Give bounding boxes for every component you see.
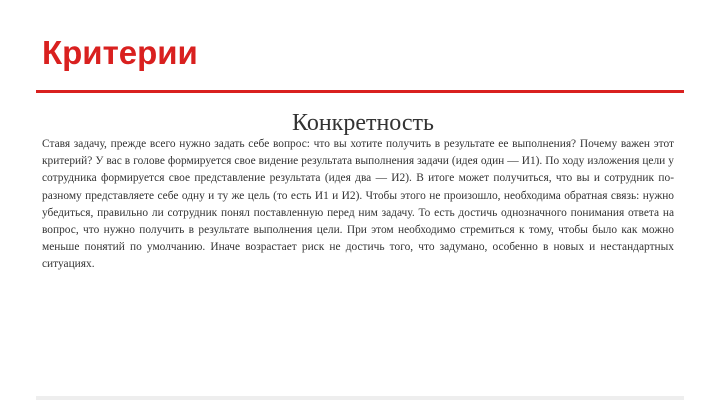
slide-title: Критерии xyxy=(42,34,198,71)
bottom-divider xyxy=(36,396,684,400)
title-underline xyxy=(36,90,684,93)
body-paragraph: Ставя задачу, прежде всего нужно задать себе вопрос: что вы хотите получить в результате ее выполнения? Почему важен этот критерий? У вас в голове формируется свое видение результата выполнения задачи (идея один — И1). По ходу изложения цели у сотрудника формируется свое представление результата (идея два — И2). В итоге может получиться, что вы и сотрудник по-разному представляете себе одну и ту же цель (то есть И1 и И2). Чтобы этого не произошло, необходима обратная связь: нужно убедиться, правильно ли сотрудник понял поставленную перед ним задачу. То есть достичь однозначного понимания ответа на вопрос, что нужно получить в результате выполнения цели. При этом необходимо стремиться к тому, чтобы было как можно меньше понятий по умолчанию. Иначе возрастает риск не достичь того, что задумано, особенно в новых и нестандартных ситуациях. xyxy=(42,138,674,271)
slide-subtitle: Конкретность xyxy=(292,110,434,136)
